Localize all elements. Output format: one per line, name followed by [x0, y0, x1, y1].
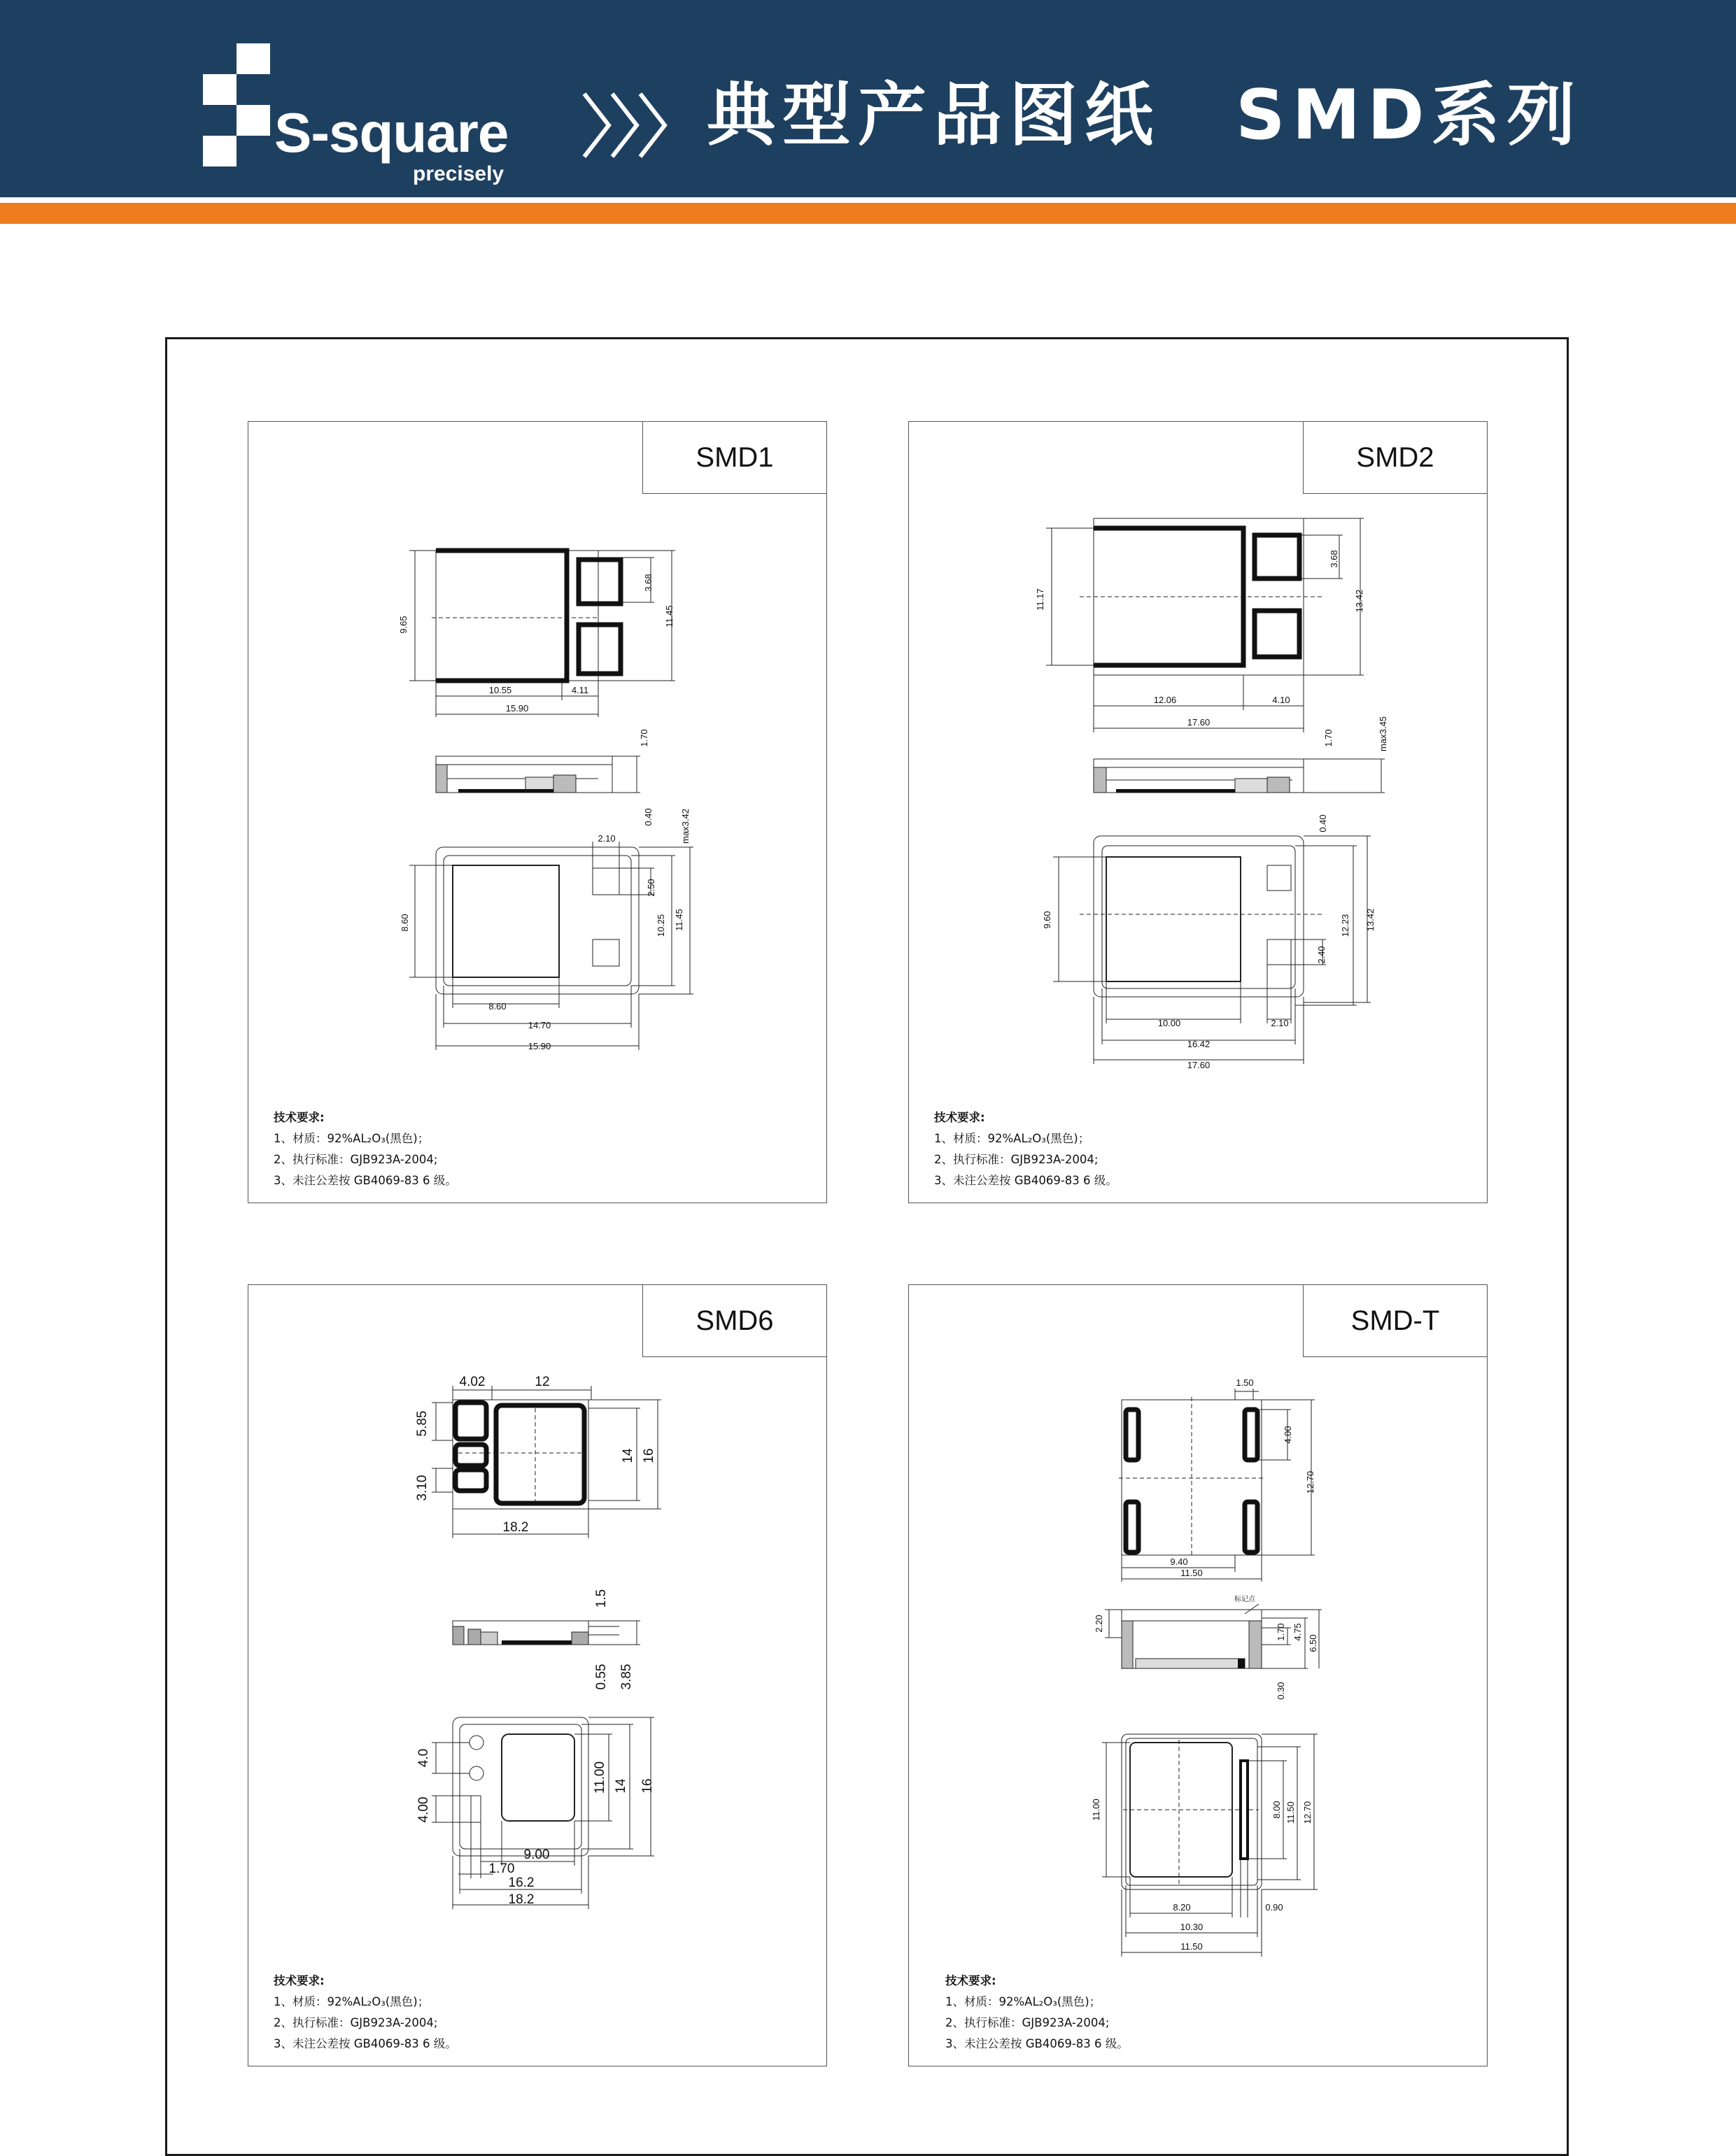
dim-label: 10.25 [656, 914, 666, 937]
dim-label: 11.45 [664, 605, 675, 627]
dim-label: 6.50 [1308, 1634, 1318, 1652]
dim-label: 16.2 [508, 1875, 535, 1890]
dim-label: max3.45 [1378, 716, 1388, 751]
dim-label: 4.00 [416, 1796, 431, 1823]
dim-label: 9.40 [1170, 1556, 1188, 1567]
dim-label: 4.11 [571, 685, 589, 695]
smd6-main-cavity [496, 1405, 584, 1503]
dim-label: 8.00 [1271, 1801, 1282, 1819]
panel-smd6 [248, 1284, 827, 2066]
dim-label: 18.2 [508, 1892, 535, 1907]
tech-requirements [934, 1107, 1117, 1191]
dim-label: 12.06 [1153, 695, 1177, 705]
dim-label: 1.70 [1323, 729, 1334, 747]
orange-stripe [0, 203, 1736, 224]
dim-label: 15.90 [505, 703, 529, 714]
dim-label: 标记点 [1234, 1596, 1255, 1603]
dim-label: 0.30 [1276, 1682, 1286, 1700]
dim-label: max3.42 [680, 809, 691, 844]
dim-label: 10.30 [1180, 1922, 1204, 1932]
panel-title: SMD6 [642, 1284, 827, 1357]
dim-label: 2.20 [1094, 1615, 1104, 1633]
note-line: 2、执行标准：GJB923A-2004; [945, 2016, 1110, 2029]
dim-label: 11.50 [1285, 1801, 1296, 1824]
note-line: 2、执行标准：GJB923A-2004; [274, 2016, 438, 2029]
note-line: 1、材质：92%AL₂O₃(黑色)； [934, 1132, 1090, 1145]
smd1-bottom-outline [436, 847, 639, 994]
dim-label: 0.40 [1318, 814, 1328, 832]
dim-label: 4.00 [1283, 1426, 1293, 1444]
smd2-drawing [909, 422, 1488, 1204]
note-line: 1、材质：92%AL₂O₃(黑色)； [274, 1132, 430, 1145]
dim-label: 11.00 [593, 1761, 607, 1794]
dim-label: 4.75 [1292, 1623, 1303, 1641]
dim-label: 2.50 [646, 879, 656, 897]
dim-label: 11.17 [1035, 588, 1045, 611]
dim-label: 3.68 [643, 574, 654, 592]
dim-label: 9.65 [398, 616, 409, 634]
dim-label: 11.50 [1180, 1568, 1203, 1578]
note-line: 3、未注公差按 GB4069-83 6 级。 [274, 1174, 457, 1187]
dim-label: 4.0 [416, 1748, 431, 1768]
dim-label: 16 [640, 1778, 655, 1794]
smd2-bottom-outline [1094, 836, 1304, 997]
dim-label: 3.68 [1329, 550, 1339, 568]
note-line: 3、未注公差按 GB4069-83 6 级。 [934, 1174, 1117, 1187]
note-line: 3、未注公差按 GB4069-83 6 级。 [945, 2037, 1129, 2050]
dim-label: 1.5 [594, 1589, 609, 1608]
panel-smd2 [908, 421, 1488, 1203]
note-line: 2、执行标准：GJB923A-2004; [274, 1153, 438, 1166]
smd1-drawing [248, 422, 828, 1204]
dim-label: 14 [614, 1778, 628, 1794]
dim-label: 4.02 [459, 1375, 486, 1389]
dim-label: 12.70 [1305, 1470, 1315, 1494]
tech-requirements [274, 1971, 457, 2055]
triple-chevron-icon [581, 87, 675, 164]
smd1-main-cavity [436, 551, 567, 681]
dim-label: 3.10 [415, 1475, 430, 1501]
panel-smd-t [908, 1284, 1488, 2066]
tech-requirements [945, 1971, 1129, 2055]
dim-label: 18.2 [502, 1520, 529, 1535]
dim-label: 16 [642, 1448, 656, 1463]
dim-label: 0.55 [594, 1664, 609, 1690]
note-line: 1、材质：92%AL₂O₃(黑色)； [274, 1995, 430, 2008]
dim-label: 0.40 [643, 808, 654, 826]
dim-label: 9.60 [1042, 911, 1052, 929]
dim-label: 0.90 [1265, 1902, 1283, 1913]
dim-label: 3.85 [619, 1664, 634, 1690]
dim-label: 13.42 [1354, 589, 1364, 613]
dim-label: 12.70 [1302, 1801, 1313, 1824]
dim-label: 11.45 [674, 909, 684, 931]
note-line: 技术要求: [274, 1111, 325, 1124]
smd1-outline [436, 551, 598, 681]
dim-label: 17.60 [1187, 717, 1211, 728]
header-banner [0, 0, 1736, 197]
smd-t-drawing [909, 1285, 1488, 2067]
dim-label: 1.70 [639, 729, 649, 747]
dim-label: 8.60 [488, 1001, 507, 1012]
dim-label: 15.90 [528, 1041, 551, 1051]
dim-label: 4.10 [1272, 695, 1290, 705]
dim-label: 10.55 [488, 685, 512, 695]
dim-label: 11.00 [1091, 1799, 1101, 1821]
dim-label: 14.70 [528, 1020, 551, 1030]
dim-label: 8.20 [1173, 1902, 1191, 1913]
note-line: 技术要求: [945, 1974, 996, 1987]
brand-tagline: precisely [413, 162, 504, 185]
smd6-drawing [248, 1285, 828, 2067]
dim-label: 10.00 [1157, 1018, 1181, 1028]
dim-label: 2.10 [598, 833, 616, 844]
page-title: 典型产品图纸 SMD系列 [707, 76, 1583, 155]
tech-requirements [274, 1107, 457, 1191]
dim-label: 9.00 [523, 1848, 550, 1862]
dim-label: 8.60 [400, 914, 410, 932]
dim-label: 16.42 [1187, 1039, 1211, 1049]
dim-label: 14 [621, 1448, 635, 1463]
note-line: 1、材质：92%AL₂O₃(黑色)； [945, 1995, 1101, 2008]
dim-label: 1.70 [488, 1861, 515, 1876]
dim-label: 13.42 [1365, 908, 1376, 932]
smd6-bottom-outline [453, 1717, 588, 1856]
brand-name: S-square [274, 101, 509, 164]
panel-title: SMD-T [1303, 1284, 1488, 1357]
dim-label: 1.70 [1276, 1623, 1286, 1641]
s-square-logo [203, 43, 539, 190]
dim-label: 2.10 [1271, 1018, 1289, 1028]
note-line: 3、未注公差按 GB4069-83 6 级。 [274, 2037, 457, 2050]
panel-title: SMD1 [642, 421, 827, 494]
dim-label: 2.40 [1316, 946, 1327, 964]
dim-label: 12.23 [1340, 914, 1350, 937]
dim-label: 5.85 [415, 1410, 430, 1437]
dim-label: 11.50 [1180, 1941, 1203, 1952]
panel-smd1 [248, 421, 827, 1203]
dim-label: 17.60 [1187, 1060, 1211, 1070]
note-line: 2、执行标准：GJB923A-2004; [934, 1153, 1099, 1166]
note-line: 技术要求: [274, 1974, 325, 1987]
dim-label: 12 [535, 1375, 550, 1389]
note-line: 技术要求: [934, 1111, 985, 1124]
panel-title: SMD2 [1303, 421, 1488, 494]
dim-label: 1.50 [1236, 1377, 1254, 1388]
